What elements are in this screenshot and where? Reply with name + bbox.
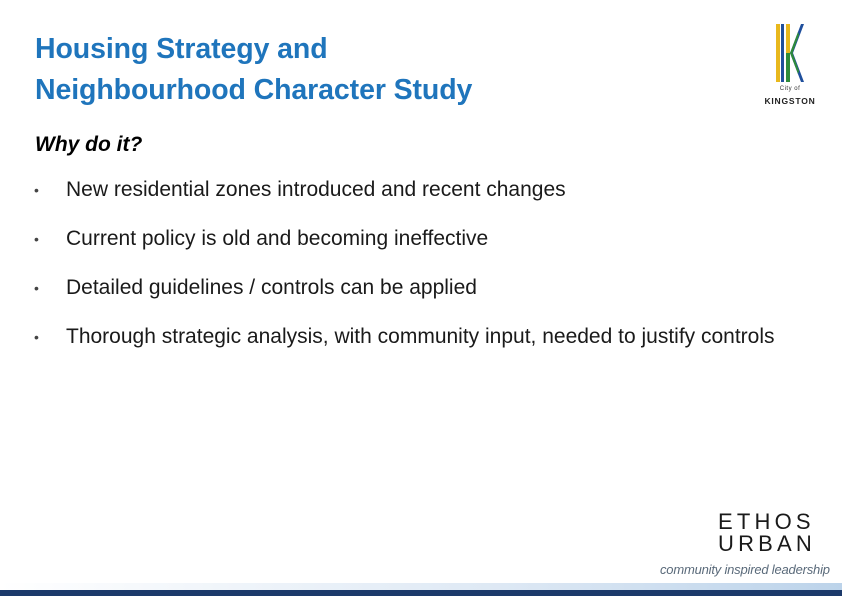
bullet-text: Thorough strategic analysis, with community input, needed to justify controls (66, 325, 775, 348)
slide-title-line-2: Neighbourhood Character Study (35, 74, 473, 106)
footer-bar (0, 580, 842, 596)
bullet-icon: • (34, 329, 39, 345)
bullet-icon: • (34, 182, 39, 198)
slide-title (35, 29, 472, 111)
kingston-logo-name: KINGSTON (764, 96, 816, 106)
ethos-urban-logo (718, 511, 828, 555)
kingston-logo (757, 24, 823, 108)
ethos-logo-line-2: URBAN (718, 531, 817, 556)
bullet-text: New residential zones introduced and recent changes (66, 178, 566, 201)
bullet-text: Detailed guidelines / controls can be applied (66, 276, 477, 299)
bullet-icon: • (34, 280, 39, 296)
ethos-logo-line-1: ETHOS (718, 509, 815, 534)
kingston-k-icon (776, 24, 804, 82)
slide-title-line-1: Housing Strategy and (35, 33, 328, 65)
slide-subtitle: Why do it? (35, 133, 143, 156)
bullet-text: Current policy is old and becoming ineffective (66, 227, 489, 250)
ethos-tagline: community inspired leadership (660, 562, 830, 577)
footer-dark-strip (0, 590, 842, 596)
kingston-logo-city: City of (779, 86, 801, 92)
bullet-icon: • (34, 231, 39, 247)
